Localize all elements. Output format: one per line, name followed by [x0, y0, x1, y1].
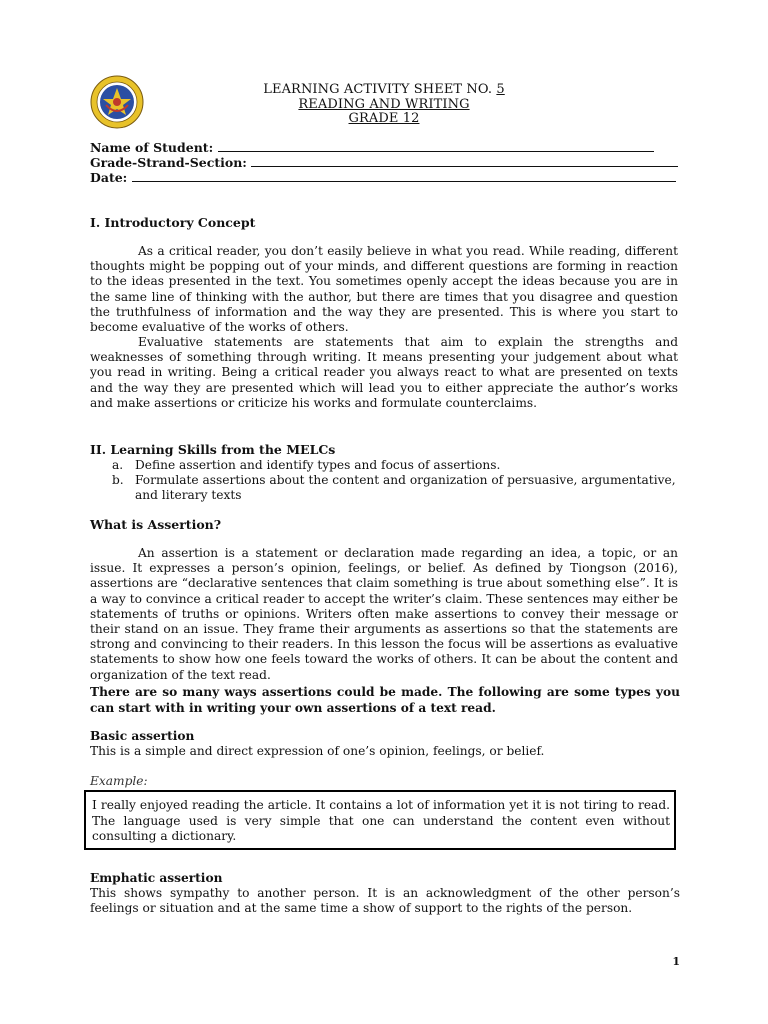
- date-field[interactable]: Date:: [90, 170, 676, 185]
- student-name-blank[interactable]: [218, 141, 654, 152]
- intro-paragraph-1: As a critical reader, you don’t easily believe in what you read. While reading, different thoughts might be popping out of your minds, and different questions are forming in reaction to the ideas presented in the text. You sometimes openly accept the ideas because you are in the same line of thinking with the author, but there are times that you disagree and question the truthfulness of information and the way they are presented. This is where you start to become evaluative of the works of others.: [90, 244, 678, 335]
- emphatic-assertion-description: This shows sympathy to another person. It is an acknowledgment of the other person’s feelings or situation and at the same time a show of support to the rights of the person.: [90, 886, 680, 916]
- page-number: 1: [672, 955, 680, 968]
- intro-heading: I. Introductory Concept: [90, 215, 256, 230]
- date-blank[interactable]: [132, 171, 676, 182]
- emphatic-assertion-heading: Emphatic assertion: [90, 871, 223, 885]
- list-item: a. Define assertion and identify types and focus of assertions.: [112, 458, 501, 472]
- grade-section-field[interactable]: Grade-Strand-Section:: [90, 155, 678, 170]
- assertion-types-intro: There are so many ways assertions could be made. The following are some types you can start with in writing your own assertions of a text read.: [90, 685, 680, 715]
- melcs-list: [90, 458, 678, 503]
- melcs-heading: II. Learning Skills from the MELCs: [90, 442, 336, 457]
- example-box: I really enjoyed reading the article. It contains a lot of information yet it is not tiring to read. The language used is very simple that one can understand the content even without consulting a dictionary.: [84, 790, 676, 850]
- example-label: Example:: [90, 774, 148, 788]
- student-name-field[interactable]: Name of Student:: [90, 140, 654, 155]
- intro-paragraph-2: Evaluative statements are statements that aim to explain the strengths and weaknesses of something through writing. It means presenting your judgement about what you read in writing. Being a critical reader you always react to what are presented on texts and the way they are presented which will lead you to either appreciate the author’s works and make assertions or criticize his works and formulate counterclaims.: [90, 335, 678, 410]
- list-item: b. Formulate assertions about the content and organization of persuasive, argumentative, and literary texts: [112, 473, 676, 502]
- subject-title: READING AND WRITING: [298, 97, 470, 112]
- assertion-paragraph: An assertion is a statement or declaration made regarding an idea, a topic, or an issue. It expresses a person’s opinion, feelings, or belief. As defined by Tiongson (2016), assertions are “declarative sentences that claim something is true about something else”. It is a way to convince a critical reader to accept the writer’s claim. These sentences may either be statements of truths or opinions. Writers often make assertions to convey their message or their stand on an issue. They frame their arguments as assertions so that the statements are strong and convincing to their readers. In this lesson the focus will be assertions as evaluative statements to show how one feels toward the works of others. It can be about the content and organization of the text read.: [90, 546, 678, 682]
- basic-assertion-description: This is a simple and direct expression of one’s opinion, feelings, or belief.: [90, 744, 545, 758]
- sheet-title: LEARNING ACTIVITY SHEET NO. 5: [263, 82, 505, 97]
- basic-assertion-heading: Basic assertion: [90, 729, 195, 743]
- grade-title: GRADE 12: [348, 111, 420, 126]
- grade-section-blank[interactable]: [251, 156, 678, 167]
- assertion-heading: What is Assertion?: [90, 517, 222, 532]
- sheet-number: 5: [496, 82, 505, 97]
